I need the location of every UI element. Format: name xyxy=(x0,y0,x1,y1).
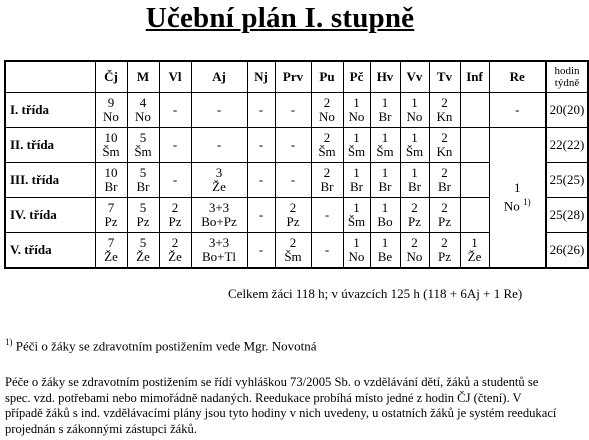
table-cell xyxy=(159,163,191,198)
table-cell xyxy=(460,128,489,163)
cell-hours: - xyxy=(290,137,296,152)
cell-teacher: Pz xyxy=(286,214,300,229)
header-row xyxy=(5,61,588,93)
header-subject: Vv xyxy=(400,61,429,93)
cell-hours: - xyxy=(324,242,330,257)
row-label: I. třída xyxy=(5,93,95,128)
table-cell xyxy=(311,93,343,128)
table-cell xyxy=(370,198,400,233)
re-teacher xyxy=(490,195,546,213)
table-cell xyxy=(311,198,343,233)
cell-teacher: Br xyxy=(438,179,451,194)
cell-teacher: Br xyxy=(378,179,392,194)
table-cell xyxy=(370,128,400,163)
table-cell xyxy=(191,198,247,233)
table-cell xyxy=(95,128,127,163)
cell-teacher: Šm xyxy=(347,144,366,159)
cell-hours: 2 xyxy=(289,235,297,250)
row-label: V. třída xyxy=(5,233,95,269)
table-cell xyxy=(159,93,191,128)
header-subject: Pč xyxy=(343,61,370,93)
re-cell-first: - xyxy=(489,93,546,128)
cell-hours: 1 xyxy=(353,235,360,250)
re-merged-cell xyxy=(489,128,546,269)
cell-hours: 7 xyxy=(107,200,115,215)
cell-teacher: No xyxy=(319,109,335,124)
table-row xyxy=(5,93,588,128)
cell-teacher: Pz xyxy=(104,214,118,229)
cell-hours: - xyxy=(258,207,264,222)
cell-hours: 1 xyxy=(381,165,389,180)
table-cell xyxy=(127,93,159,128)
table-cell xyxy=(460,163,489,198)
table-cell xyxy=(247,93,275,128)
cell-hours: 2 xyxy=(171,235,179,250)
table-cell xyxy=(247,233,275,269)
table-cell xyxy=(275,128,311,163)
cell-teacher: Že xyxy=(168,249,182,264)
cell-teacher: No xyxy=(135,109,151,124)
table-cell xyxy=(311,128,343,163)
cell-hours: - xyxy=(216,102,222,117)
cell-teacher: No xyxy=(103,109,119,124)
cell-teacher: Br xyxy=(408,179,421,194)
cell-hours: 1 xyxy=(411,130,418,145)
cell-teacher: No xyxy=(348,109,365,124)
table-cell xyxy=(343,233,370,269)
table-cell xyxy=(159,198,191,233)
table-cell xyxy=(275,93,311,128)
cell-teacher: Šm xyxy=(347,214,366,229)
cell-hours: 1 xyxy=(381,200,389,215)
cell-hours: - xyxy=(290,172,296,187)
table-cell xyxy=(429,128,460,163)
cell-hours: 2 xyxy=(441,130,448,145)
table-cell xyxy=(400,93,429,128)
cell-hours: 3+3 xyxy=(208,235,230,250)
cell-teacher: Pz xyxy=(408,214,421,229)
cell-hours: 2 xyxy=(323,130,331,145)
header-subject: Inf xyxy=(460,61,489,93)
cell-teacher: Pz xyxy=(438,249,451,264)
weekly-hours: 25(28) xyxy=(546,198,588,233)
cell-teacher: Kn xyxy=(436,144,453,159)
cell-teacher: Br xyxy=(104,179,118,194)
cell-teacher: Br xyxy=(136,179,150,194)
cell-teacher: Šm xyxy=(134,144,152,159)
cell-teacher: Že xyxy=(212,179,226,194)
cell-teacher: Šm xyxy=(102,144,120,159)
header-subject: Nj xyxy=(247,61,275,93)
page-title: Učební plán I. stupně xyxy=(145,2,415,34)
cell-hours: 5 xyxy=(139,165,147,180)
table-cell xyxy=(343,128,370,163)
table-cell xyxy=(400,233,429,269)
cell-hours: 2 xyxy=(441,235,448,250)
curriculum-table xyxy=(4,60,589,269)
footnote-mark: 1) xyxy=(5,337,13,347)
table-cell xyxy=(370,163,400,198)
cell-hours: 1 xyxy=(353,130,360,145)
cell-hours: - xyxy=(172,137,178,152)
table-row xyxy=(5,128,588,163)
table-cell xyxy=(429,198,460,233)
table-cell xyxy=(127,163,159,198)
cell-teacher: Kn xyxy=(436,109,453,124)
table-cell xyxy=(127,128,159,163)
cell-hours: 2 xyxy=(289,200,297,215)
table-cell xyxy=(429,163,460,198)
cell-teacher: Šm xyxy=(284,249,302,264)
table-cell xyxy=(159,128,191,163)
cell-hours: 2 xyxy=(323,95,331,110)
table-cell xyxy=(95,93,127,128)
header-subject: Čj xyxy=(95,61,127,93)
table-cell xyxy=(343,93,370,128)
total-hours-summary: Celkem žáci 118 h; v úvazcích 125 h (118 + 6Aj + 1 Re) xyxy=(228,286,523,301)
re-footnote-mark: 1) xyxy=(523,197,531,208)
cell-hours: 5 xyxy=(139,130,147,145)
table-cell xyxy=(159,233,191,269)
table-cell xyxy=(191,93,247,128)
weekly-hours: 26(26) xyxy=(546,233,588,269)
weekly-hours: 20(20) xyxy=(546,93,588,128)
cell-hours: 1 xyxy=(411,95,418,110)
table-cell xyxy=(460,198,489,233)
table-cell xyxy=(247,128,275,163)
table-cell xyxy=(275,163,311,198)
cell-teacher: Pz xyxy=(136,214,150,229)
header-corner xyxy=(5,61,95,93)
table-cell xyxy=(343,198,370,233)
table-cell xyxy=(460,93,489,128)
cell-hours: 2 xyxy=(323,165,331,180)
table-cell xyxy=(400,163,429,198)
table-cell xyxy=(429,93,460,128)
header-subject: Tv xyxy=(429,61,460,93)
cell-teacher: Bo+Tl xyxy=(201,249,237,264)
table-cell xyxy=(191,163,247,198)
cell-teacher: No xyxy=(406,109,423,124)
table-cell xyxy=(127,198,159,233)
cell-teacher: Že xyxy=(136,249,150,264)
cell-teacher: Pz xyxy=(438,214,451,229)
cell-hours: 2 xyxy=(411,200,418,215)
cell-teacher: Br xyxy=(320,179,334,194)
cell-teacher: Bo xyxy=(377,214,393,229)
re-teacher-name: No xyxy=(503,198,520,214)
header-subject: Hv xyxy=(370,61,400,93)
table-cell xyxy=(247,198,275,233)
cell-hours: 1 xyxy=(381,130,389,145)
table-cell xyxy=(400,198,429,233)
header-subject: Aj xyxy=(191,61,247,93)
cell-hours: - xyxy=(216,137,222,152)
cell-teacher: Be xyxy=(377,249,393,264)
cell-hours: 1 xyxy=(353,95,360,110)
cell-hours: 4 xyxy=(139,95,147,110)
cell-teacher: Šm xyxy=(405,144,424,159)
header-subject: Prv xyxy=(275,61,311,93)
weekly-hours: 25(25) xyxy=(546,163,588,198)
table-cell xyxy=(429,233,460,269)
cell-hours: 9 xyxy=(107,95,115,110)
cell-hours: 1 xyxy=(381,95,389,110)
cell-hours: 10 xyxy=(104,130,118,145)
cell-teacher: Pz xyxy=(168,214,182,229)
table-cell xyxy=(311,163,343,198)
table-cell xyxy=(370,93,400,128)
table-cell xyxy=(343,163,370,198)
table-cell xyxy=(95,233,127,269)
cell-hours: 2 xyxy=(171,200,179,215)
row-label: IV. třída xyxy=(5,198,95,233)
cell-hours: - xyxy=(290,102,296,117)
table-cell xyxy=(275,233,311,269)
cell-hours: 1 xyxy=(353,200,360,215)
header-subject: Pu xyxy=(311,61,343,93)
row-label: II. třída xyxy=(5,128,95,163)
table-cell xyxy=(95,198,127,233)
table-cell xyxy=(191,233,247,269)
cell-hours: 1 xyxy=(381,235,389,250)
cell-teacher: Šm xyxy=(376,144,394,159)
cell-hours: - xyxy=(258,102,264,117)
cell-hours: 5 xyxy=(139,200,147,215)
header-hours: hodin týdně xyxy=(546,61,588,93)
cell-hours: - xyxy=(172,172,178,187)
cell-hours: 1 xyxy=(471,235,478,250)
table-cell xyxy=(400,128,429,163)
cell-hours: - xyxy=(258,172,264,187)
cell-hours: 1 xyxy=(353,165,360,180)
cell-hours: 3+3 xyxy=(208,200,230,215)
cell-hours: 2 xyxy=(441,200,448,215)
cell-teacher: Bo+Pz xyxy=(201,214,237,229)
cell-hours: 2 xyxy=(441,165,448,180)
cell-teacher: Br xyxy=(350,179,363,194)
cell-hours: - xyxy=(324,207,330,222)
cell-hours: 7 xyxy=(107,235,115,250)
cell-hours: 5 xyxy=(139,235,147,250)
table-cell xyxy=(127,233,159,269)
cell-hours: - xyxy=(258,137,264,152)
table-cell xyxy=(275,198,311,233)
cell-hours: 2 xyxy=(411,235,418,250)
table-cell xyxy=(370,233,400,269)
header-subject: M xyxy=(127,61,159,93)
special-needs-note: Péče o žáky se zdravotním postižením se řídí vyhláškou 73/2005 Sb. o vzdělávání dětí, žáků a studentů se spec. vzd. potřebami nebo mimořádně nadaných. Reedukace probíhá místo jedné z hodin ČJ (čtení). V případě žáků s ind. vzdělávacími plány jsou tyto hodiny v nich uvedeny, u ostatních žáků je systém reedukací projednán s zákonnými zástupci žáků. xyxy=(5,375,557,436)
header-subject: Re xyxy=(489,61,546,93)
footnote xyxy=(5,337,316,354)
cell-hours: - xyxy=(258,242,264,257)
row-label: III. třída xyxy=(5,163,95,198)
table-cell xyxy=(95,163,127,198)
cell-hours: - xyxy=(172,102,178,117)
table-cell xyxy=(311,233,343,269)
re-hours: 1 xyxy=(514,180,521,196)
cell-teacher: Šm xyxy=(318,144,336,159)
cell-teacher: Br xyxy=(378,109,392,124)
cell-teacher: No xyxy=(348,249,365,264)
cell-teacher: Že xyxy=(104,249,118,264)
cell-teacher: No xyxy=(406,249,423,264)
table-cell xyxy=(191,128,247,163)
cell-teacher: Že xyxy=(467,249,482,264)
cell-hours: 10 xyxy=(104,165,118,180)
footnote-text: Péči o žáky se zdravotním postižením vede Mgr. Novotná xyxy=(15,338,317,354)
table-cell xyxy=(247,163,275,198)
weekly-hours: 22(22) xyxy=(546,128,588,163)
header-subject: Vl xyxy=(159,61,191,93)
cell-hours: 1 xyxy=(411,165,418,180)
cell-hours: 3 xyxy=(215,165,223,180)
table-cell xyxy=(460,233,489,269)
cell-hours: 2 xyxy=(441,95,448,110)
